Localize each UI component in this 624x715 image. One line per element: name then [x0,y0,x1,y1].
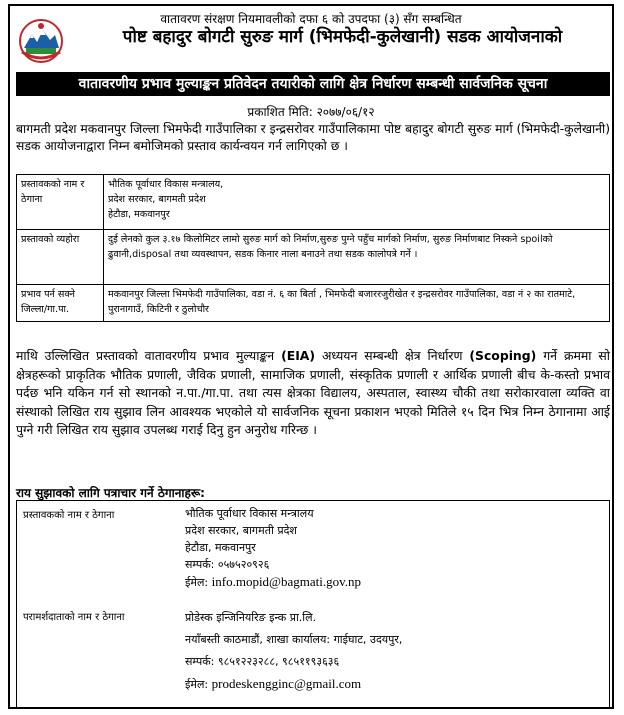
proponent-phone: सम्पर्क: ०५७५२०९२६ [185,558,270,571]
proponent-details [185,505,361,591]
consultant-email-row [185,673,402,696]
table-value: मकवानपुर जिल्ला भिमफेदी गाउँपालिका, वडा नं. ६ का बिर्ता , भिमफेदी बजाररजुरीखेत र इन्द्रसरोवर गाउँपालिका, वडा नं २ का रातमाटे, पुरानागाउँ, किटिनी र ठुलोचौर [104,285,610,322]
proposal-info-table [16,174,610,322]
proponent-label: प्रस्तावकको नाम र ठेगाना [23,510,115,521]
eia-term: (EIA) [281,348,316,363]
notice-frame [8,4,614,709]
consultant-email-link[interactable]: prodeskengginc@gmail.com [211,676,362,691]
table-value: दुई लेनको कुल ३.१७ किलोमिटर लामो सुरुङ मार्ग को निर्माण,सुरुङ पुग्ने पहुँच मार्गको निर्माण, सुरुङ निर्माणबाट निस्कने spoilको ढुवानी,disposal तथा व्यवस्थापन, सडक किनार नाला बनाउने तथा सडक कालोपत्रे गर्ने । [104,230,610,285]
proponent-email-row [185,573,361,591]
table-row [17,230,610,285]
consultant-label: परामर्शदाताको नाम र ठेगाना [23,612,125,623]
address-box [16,500,610,709]
published-date: प्रकाशित मिति: २०७७/०६/१२ [247,105,375,119]
paragraph-text: अध्ययन सम्बन्धी क्षेत्र निर्धारण [315,348,470,363]
table-label: प्रस्तावको व्यहोरा [17,230,104,285]
table-label: प्रस्तावकको नाम र ठेगाना [17,175,104,230]
regulation-reference: वातावरण संरक्षण नियमावलीको दफा ६ को उपदफा (३) सँग सम्बन्धित [160,12,462,26]
request-paragraph [16,347,610,440]
proponent-line: प्रदेश सरकार, बागमती प्रदेश [185,524,297,537]
consultant-phone: सम्पर्क: ९८५१२२३२८८, ९८५११९३६३६ [185,655,340,668]
email-label: ईमेल: [185,678,212,691]
paragraph-text: गर्ने क्रममा सो क्षेत्रहरूको प्राकृतिक भौतिक प्रणाली, जैविक प्रणाली, सामाजिक प्रणाली, संस्कृतिक प्रणाली र आर्थिक प्रणाली बीच के-कस्तो प्रभाव पर्दछ भनि यकिन गर्न सो स्थानको न.पा./गा.पा. तथा त्यस क्षेत्रका विद्यालय, अस्पताल, स्वास्थ्य चौकी तथा सरोकारवाला व्यक्ति वा संस्थाको लिखित राय सुझाव लिन आवश्यक भएकोले यो सार्वजनिक सूचना प्रकाशन भएको मितिले १५ दिन भित्र निम्न ठेगानामा आई पुग्ने गरी लिखित राय सुझाव उपलब्ध गराई दिनु हुन अनुरोध गरिन्छ । [16,348,610,438]
table-value: भौतिक पूर्वाधार विकास मन्त्रालय, प्रदेश सरकार, बागमती प्रदेश हेटौडा, मकवानपुर [104,175,610,230]
nepal-emblem-icon [18,18,64,64]
consultant-details [185,607,402,696]
table-label: प्रभाव पर्न सक्ने जिल्ला/गा.पा. [17,285,104,322]
consultant-line: नयाँबस्ती काठमाडौं, शाखा कार्यालय: गाईघाट, उदयपुर, [185,633,403,646]
email-label: ईमेल: [185,576,212,589]
paragraph-text: माथि उल्लिखित प्रस्तावको वातावरणीय प्रभाव मुल्याङ्कन [16,348,282,363]
address-heading: राय सुझावको लागि पत्राचार गर्ने ठेगानाहरू: [16,486,205,500]
notice-subtitle: वातावरणीय प्रभाव मुल्याङ्कन प्रतिवेदन तयारीको लागि क्षेत्र निर्धारण सम्बन्धी सार्वजनिक सूचना [16,72,610,96]
proponent-name: भौतिक पूर्वाधार विकास मन्त्रालय [185,507,314,520]
scoping-term: (Scoping) [469,348,537,363]
proponent-line: हेटौडा, मकवानपुर [185,541,256,554]
intro-paragraph: बागमती प्रदेश मकवानपुर जिल्ला भिमफेदी गाउँपालिका र इन्द्रसरोवर गाउँपालिकामा पोष्ट बहादुर बोगटी सुरुङ मार्ग (भिमफेदी-कुलेखानी) सडक आयोजनाद्वारा निम्न बमोजिमको प्रस्ताव कार्यन्वयन गर्न लागिएको छ । [16,122,610,153]
project-title: पोष्ट बहादुर बोगटी सुरुङ मार्ग (भिमफेदी-कुलेखानी) सडक आयोजनाको [122,27,563,47]
proponent-email-link[interactable]: info.mopid@bagmati.gov.np [211,574,362,589]
table-row [17,285,610,322]
consultant-name: प्रोडेस्क इन्जिनियरिङ इन्क प्रा.लि. [185,611,317,624]
table-row [17,175,610,230]
